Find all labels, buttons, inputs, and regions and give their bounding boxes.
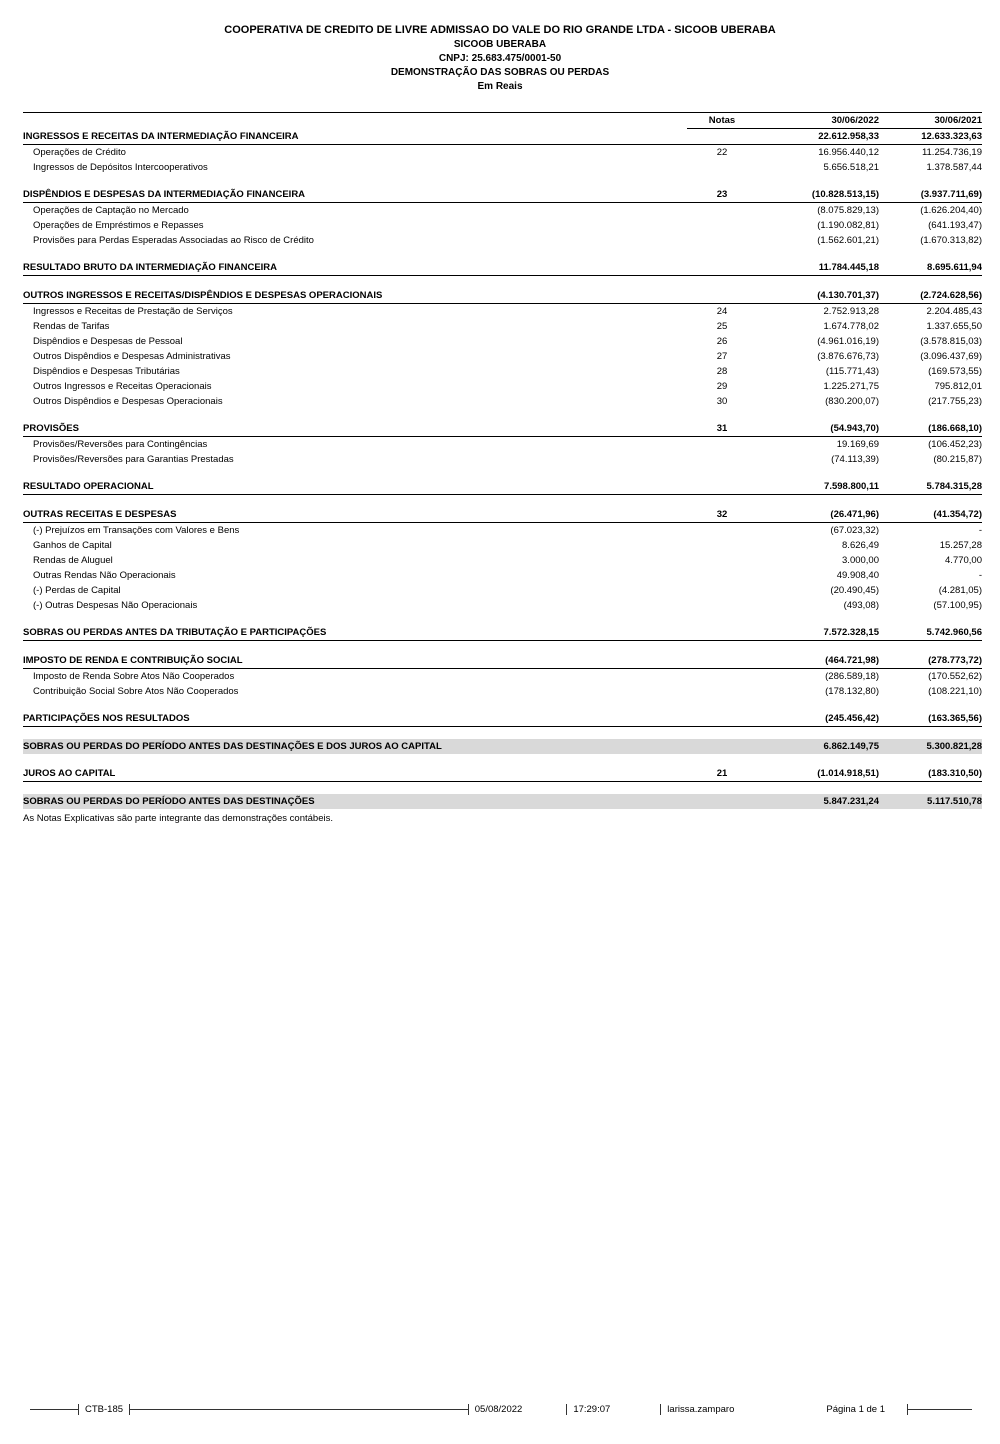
footer-user: larissa.zamparo xyxy=(667,1404,735,1415)
table-row xyxy=(23,711,982,727)
table-row xyxy=(23,248,982,260)
row-value-2021: 795.812,01 xyxy=(934,381,982,392)
table-row xyxy=(23,129,982,145)
table-row xyxy=(23,641,982,653)
table-row xyxy=(23,523,982,538)
row-value-2021: (57.100,95) xyxy=(933,600,982,611)
row-value-2021: 5.117.510,78 xyxy=(927,796,982,807)
row-value-2022: (10.828.513,15) xyxy=(811,189,879,200)
table-row xyxy=(23,598,982,613)
table-row xyxy=(23,739,982,754)
row-value-2022: (178.132,80) xyxy=(825,686,879,697)
row-value-2022: (54.943,70) xyxy=(830,423,879,434)
row-nota-number: 31 xyxy=(716,423,728,434)
row-label: Ganhos de Capital xyxy=(33,540,112,551)
row-value-2021: (641.193,47) xyxy=(928,220,982,231)
table-row xyxy=(23,699,982,711)
row-value-2021: 12.633.323,63 xyxy=(921,131,982,142)
row-label: Ingressos e Receitas de Prestação de Serviços xyxy=(33,306,233,317)
row-label: Operações de Crédito xyxy=(33,147,126,158)
row-label: PARTICIPAÇÕES NOS RESULTADOS xyxy=(23,713,190,724)
company-name: COOPERATIVA DE CREDITO DE LIVRE ADMISSAO DO VALE DO RIO GRANDE LTDA - SICOOB UBERABA xyxy=(224,24,776,36)
row-value-2021: (106.452,23) xyxy=(928,439,982,450)
table-row xyxy=(23,175,982,187)
row-label: Outros Dispêndios e Despesas Administrativas xyxy=(33,351,231,362)
row-value-2021: (170.552,62) xyxy=(928,671,982,682)
row-label: IMPOSTO DE RENDA E CONTRIBUIÇÃO SOCIAL xyxy=(23,655,243,666)
table-row xyxy=(23,625,982,641)
table-row xyxy=(23,187,982,203)
row-label: (-) Perdas de Capital xyxy=(33,585,121,596)
row-label: (-) Outras Despesas Não Operacionais xyxy=(33,600,198,611)
table-row xyxy=(23,160,982,175)
row-label: OUTRAS RECEITAS E DESPESAS xyxy=(23,509,177,520)
statement-title: DEMONSTRAÇÃO DAS SOBRAS OU PERDAS xyxy=(390,67,610,78)
row-value-2022: (286.589,18) xyxy=(825,671,879,682)
row-label: Outros Dispêndios e Despesas Operacionais xyxy=(33,396,223,407)
row-value-2021: (278.773,72) xyxy=(928,655,982,666)
row-label: Imposto de Renda Sobre Atos Não Cooperados xyxy=(33,671,235,682)
row-label: JUROS AO CAPITAL xyxy=(23,768,116,779)
header-column-period-current: 30/06/2022 xyxy=(757,113,879,129)
table-row xyxy=(23,334,982,349)
row-value-2021: (3.096.437,69) xyxy=(920,351,982,362)
table-row xyxy=(23,304,982,319)
row-value-2021: (80.215,87) xyxy=(933,454,982,465)
row-value-2022: 6.862.149,75 xyxy=(823,741,879,752)
table-row xyxy=(23,203,982,218)
table-row xyxy=(23,754,982,766)
row-value-2021: 8.695.611,94 xyxy=(927,262,982,273)
row-label: SOBRAS OU PERDAS DO PERÍODO ANTES DAS DESTINAÇÕES E DOS JUROS AO CAPITAL xyxy=(23,741,442,752)
row-value-2022: (20.490,45) xyxy=(830,585,879,596)
row-value-2022: 3.000,00 xyxy=(842,555,879,566)
row-label: Operações de Empréstimos e Repasses xyxy=(33,220,204,231)
row-label: Dispêndios e Despesas Tributárias xyxy=(33,366,180,377)
row-label: RESULTADO BRUTO DA INTERMEDIAÇÃO FINANCEIRA xyxy=(23,262,278,273)
row-label: Dispêndios e Despesas de Pessoal xyxy=(33,336,183,347)
row-value-2021: (4.281,05) xyxy=(938,585,982,596)
footer-time: 17:29:07 xyxy=(573,1404,611,1415)
table-row xyxy=(23,218,982,233)
row-value-2022: (4.130.701,37) xyxy=(817,290,879,301)
row-value-2022: 7.598.800,11 xyxy=(824,481,879,492)
row-value-2021: (41.354,72) xyxy=(933,509,982,520)
document-header xyxy=(0,0,1000,94)
row-nota-number: 29 xyxy=(716,381,728,392)
row-nota-number: 25 xyxy=(716,321,728,332)
row-value-2022: (1.190.082,81) xyxy=(817,220,879,231)
row-label: SOBRAS OU PERDAS ANTES DA TRIBUTAÇÃO E PARTICIPAÇÕES xyxy=(23,627,327,638)
row-value-2021: (186.668,10) xyxy=(928,423,982,434)
row-value-2022: 5.656.518,21 xyxy=(823,162,879,173)
table-row xyxy=(23,479,982,495)
row-nota-number: 27 xyxy=(716,351,728,362)
row-value-2021: 4.770,00 xyxy=(945,555,982,566)
row-value-2021: - xyxy=(978,525,982,536)
footer-page-number: Página 1 de 1 xyxy=(826,1404,885,1415)
footer-report-code: CTB-185 xyxy=(85,1404,124,1415)
row-value-2022: 16.956.440,12 xyxy=(818,147,879,158)
row-value-2021: 5.742.960,56 xyxy=(926,627,982,638)
row-value-2022: (1.562.601,21) xyxy=(817,235,879,246)
row-value-2022: (493,08) xyxy=(843,600,879,611)
table-row xyxy=(23,364,982,379)
row-label: Rendas de Tarifas xyxy=(33,321,110,332)
table-row xyxy=(23,766,982,782)
row-label: Provisões/Reversões para Garantias Prestadas xyxy=(33,454,234,465)
table-row xyxy=(23,421,982,437)
row-value-2021: (1.670.313,82) xyxy=(920,235,982,246)
footer-line-right xyxy=(908,1409,972,1410)
row-value-2022: (3.876.676,73) xyxy=(817,351,879,362)
table-row xyxy=(23,495,982,507)
table-row xyxy=(23,233,982,248)
row-nota-number: 30 xyxy=(716,396,728,407)
row-value-2022: 7.572.328,15 xyxy=(823,627,879,638)
page-footer xyxy=(30,1404,972,1415)
row-label: Operações de Captação no Mercado xyxy=(33,205,189,216)
table-row xyxy=(23,782,982,794)
explanatory-note: As Notas Explicativas são parte integrante das demonstrações contábeis. xyxy=(23,813,333,824)
row-value-2022: 11.784.445,18 xyxy=(818,262,879,273)
row-label: INGRESSOS E RECEITAS DA INTERMEDIAÇÃO FINANCEIRA xyxy=(23,131,299,142)
row-value-2021: (2.724.628,56) xyxy=(920,290,982,301)
header-column-period-prior: 30/06/2021 xyxy=(879,113,982,129)
row-label: Rendas de Aluguel xyxy=(33,555,113,566)
row-nota-number: 26 xyxy=(716,336,728,347)
footer-line-middle xyxy=(130,1409,468,1410)
row-value-2022: 19.169,69 xyxy=(836,439,879,450)
footer-date: 05/08/2022 xyxy=(474,1404,523,1415)
row-value-2021: (1.626.204,40) xyxy=(920,205,982,216)
row-value-2021: (3.578.815,03) xyxy=(920,336,982,347)
row-value-2022: 22.612.958,33 xyxy=(818,131,879,142)
row-label: Outros Ingressos e Receitas Operacionais xyxy=(33,381,212,392)
row-value-2022: (830.200,07) xyxy=(825,396,879,407)
table-row xyxy=(23,794,982,809)
row-value-2021: (183.310,50) xyxy=(928,768,982,779)
row-value-2022: (1.014.918,51) xyxy=(817,768,879,779)
row-nota-number: 28 xyxy=(716,366,728,377)
row-value-2022: (74.113,39) xyxy=(831,454,879,465)
row-label: Provisões/Reversões para Contingências xyxy=(33,439,208,450)
row-label: Outras Rendas Não Operacionais xyxy=(33,570,176,581)
row-nota-number: 24 xyxy=(716,306,728,317)
table-row xyxy=(23,394,982,409)
row-value-2022: (26.471,96) xyxy=(830,509,879,520)
row-value-2021: 15.257,28 xyxy=(939,540,982,551)
row-label: OUTROS INGRESSOS E RECEITAS/DISPÊNDIOS E DESPESAS OPERACIONAIS xyxy=(23,290,383,301)
row-nota-number: 32 xyxy=(716,509,728,520)
row-value-2021: (3.937.711,69) xyxy=(920,189,982,200)
table-row xyxy=(23,653,982,669)
row-label: (-) Prejuízos em Transações com Valores e Bens xyxy=(33,525,240,536)
table-row xyxy=(23,727,982,739)
row-value-2022: 1.225.271,75 xyxy=(823,381,879,392)
table-row xyxy=(23,669,982,684)
table-row xyxy=(23,507,982,523)
table-row xyxy=(23,452,982,467)
row-label: SOBRAS OU PERDAS DO PERÍODO ANTES DAS DESTINAÇÕES xyxy=(23,796,315,807)
table-row xyxy=(23,467,982,479)
currency-note: Em Reais xyxy=(477,81,523,92)
table-row xyxy=(23,613,982,625)
institution-name: SICOOB UBERABA xyxy=(453,39,547,50)
row-value-2022: 5.847.231,24 xyxy=(823,796,879,807)
table-row xyxy=(23,583,982,598)
row-label: PROVISÕES xyxy=(23,423,79,434)
row-nota-number: 21 xyxy=(716,768,728,779)
row-value-2022: (67.023,32) xyxy=(830,525,879,536)
row-nota-number: 23 xyxy=(716,189,728,200)
row-value-2022: (115.771,43) xyxy=(825,366,879,377)
table-row xyxy=(23,409,982,421)
row-nota-number: 22 xyxy=(716,147,728,158)
row-value-2022: 8.626,49 xyxy=(842,540,879,551)
row-value-2021: 11.254.736,19 xyxy=(921,147,982,158)
row-label: RESULTADO OPERACIONAL xyxy=(23,481,154,492)
table-row xyxy=(23,349,982,364)
statement-rows xyxy=(23,129,982,809)
table-row xyxy=(23,379,982,394)
row-value-2021: 2.204.485,43 xyxy=(926,306,982,317)
row-value-2022: (464.721,98) xyxy=(825,655,879,666)
row-value-2021: 1.378.587,44 xyxy=(926,162,982,173)
row-value-2021: (108.221,10) xyxy=(928,686,982,697)
row-label: Contribuição Social Sobre Atos Não Cooperados xyxy=(33,686,239,697)
row-value-2021: 5.300.821,28 xyxy=(926,741,982,752)
row-value-2021: (217.755,23) xyxy=(928,396,982,407)
table-row xyxy=(23,145,982,160)
row-label: DISPÊNDIOS E DESPESAS DA INTERMEDIAÇÃO FINANCEIRA xyxy=(23,189,306,200)
table-row xyxy=(23,553,982,568)
row-label: Ingressos de Depósitos Intercooperativos xyxy=(33,162,208,173)
table-row xyxy=(23,276,982,288)
table-row xyxy=(23,538,982,553)
row-value-2021: 1.337.655,50 xyxy=(926,321,982,332)
header-column-notas: Notas xyxy=(687,113,757,129)
table-row xyxy=(23,260,982,276)
row-value-2021: (169.573,55) xyxy=(928,366,982,377)
row-value-2022: (4.961.016,19) xyxy=(817,336,879,347)
table-row xyxy=(23,288,982,304)
footer-line-left xyxy=(30,1409,78,1410)
row-value-2021: 5.784.315,28 xyxy=(926,481,982,492)
row-value-2022: (245.456,42) xyxy=(825,713,879,724)
row-value-2022: 49.908,40 xyxy=(836,570,879,581)
table-row xyxy=(23,684,982,699)
row-value-2022: 2.752.913,28 xyxy=(823,306,879,317)
row-value-2022: 1.674.778,02 xyxy=(823,321,879,332)
row-value-2021: (163.365,56) xyxy=(928,713,982,724)
table-row xyxy=(23,319,982,334)
cnpj: CNPJ: 25.683.475/0001-50 xyxy=(438,53,562,64)
row-value-2022: (8.075.829,13) xyxy=(817,205,879,216)
row-label: Provisões para Perdas Esperadas Associadas ao Risco de Crédito xyxy=(33,235,314,246)
table-header-row xyxy=(23,112,982,129)
row-value-2021: - xyxy=(978,570,982,581)
table-row xyxy=(23,568,982,583)
income-statement-table xyxy=(23,112,982,809)
table-row xyxy=(23,437,982,452)
